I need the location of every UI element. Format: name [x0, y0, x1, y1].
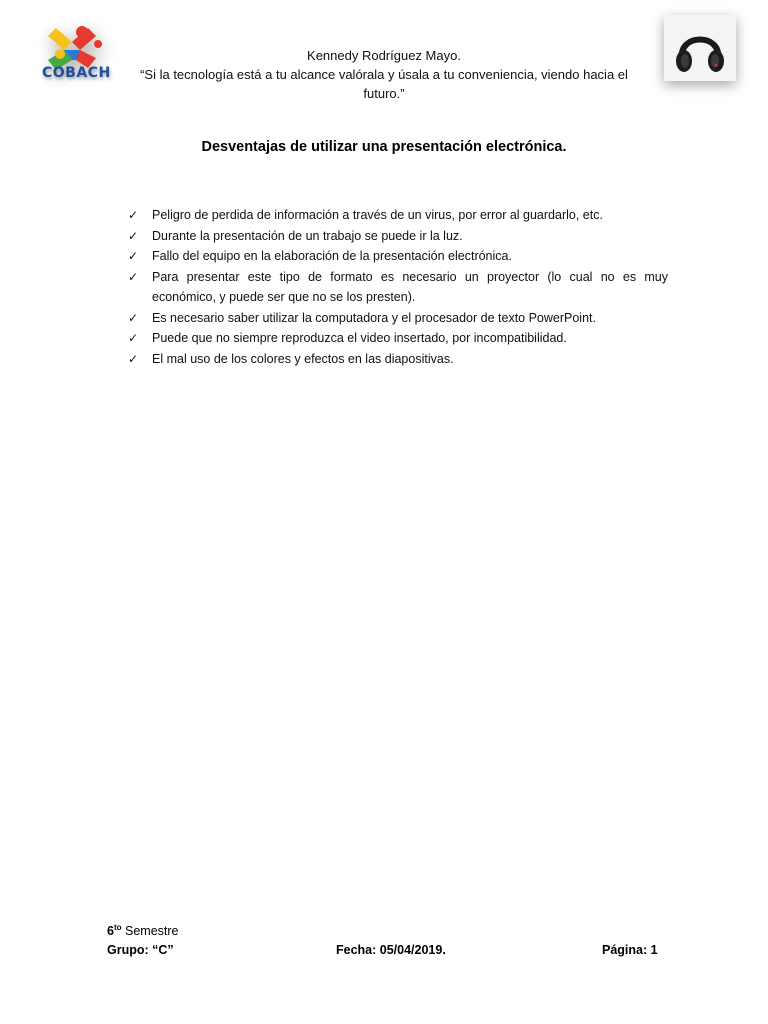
list-item: [128, 349, 668, 370]
semester-number: 6: [107, 924, 114, 939]
checkmark-icon: ✓: [128, 331, 139, 345]
header-quote: “Si la tecnología está a tu alcance valórala y úsala a tu conveniencia, viendo hacia el futuro.”: [140, 67, 628, 101]
checkmark-icon: ✓: [128, 310, 139, 325]
checkmark-icon: ✓: [128, 269, 139, 284]
list-item: [128, 246, 668, 267]
list-item-text: Durante la presentación de un trabajo se puede ir la luz.: [152, 228, 463, 243]
list-item-text: Peligro de perdida de información a través de un virus, por error al guardarlo, etc.: [152, 208, 603, 222]
footer-page-number: Página: 1: [602, 943, 658, 957]
list-item: [128, 205, 668, 226]
list-item-text: Es necesario saber utilizar la computadora y el procesador de texto PowerPoint.: [152, 310, 596, 325]
checkmark-icon: ✓: [128, 249, 139, 263]
disadvantages-list: [128, 205, 668, 369]
semester-ordinal: to: [113, 923, 122, 932]
document-header: [120, 46, 648, 103]
list-item: [128, 267, 668, 308]
checkmark-icon: ✓: [128, 228, 139, 243]
footer-semester: [107, 923, 178, 938]
footer-group: Grupo: “C”: [107, 943, 174, 957]
checkmark-icon: ✓: [128, 351, 139, 366]
footer-date: Fecha: 05/04/2019.: [336, 943, 446, 957]
checkmark-icon: ✓: [128, 208, 139, 222]
list-item-text: Fallo del equipo en la elaboración de la presentación electrónica.: [152, 249, 512, 263]
list-item: [128, 308, 668, 329]
list-item-text: Puede que no siempre reproduzca el video insertado, por incompatibilidad.: [152, 331, 567, 345]
document-title: Desventajas de utilizar una presentación electrónica.: [201, 139, 567, 155]
headphones-icon: [664, 15, 736, 81]
list-item-text: El mal uso de los colores y efectos en las diapositivas.: [152, 351, 454, 366]
list-item: [128, 328, 668, 349]
author-name: Kennedy Rodríguez Mayo.: [307, 48, 461, 63]
headphones-photo: [664, 15, 736, 81]
list-item-text: Para presentar este tipo de formato es necesario un proyector (lo cual no es muy económico, y puede ser que no se los presten).: [152, 269, 668, 304]
cobach-logo-text: COBACH: [42, 65, 111, 81]
list-item: [128, 226, 668, 247]
semester-label: Semestre: [121, 924, 179, 939]
